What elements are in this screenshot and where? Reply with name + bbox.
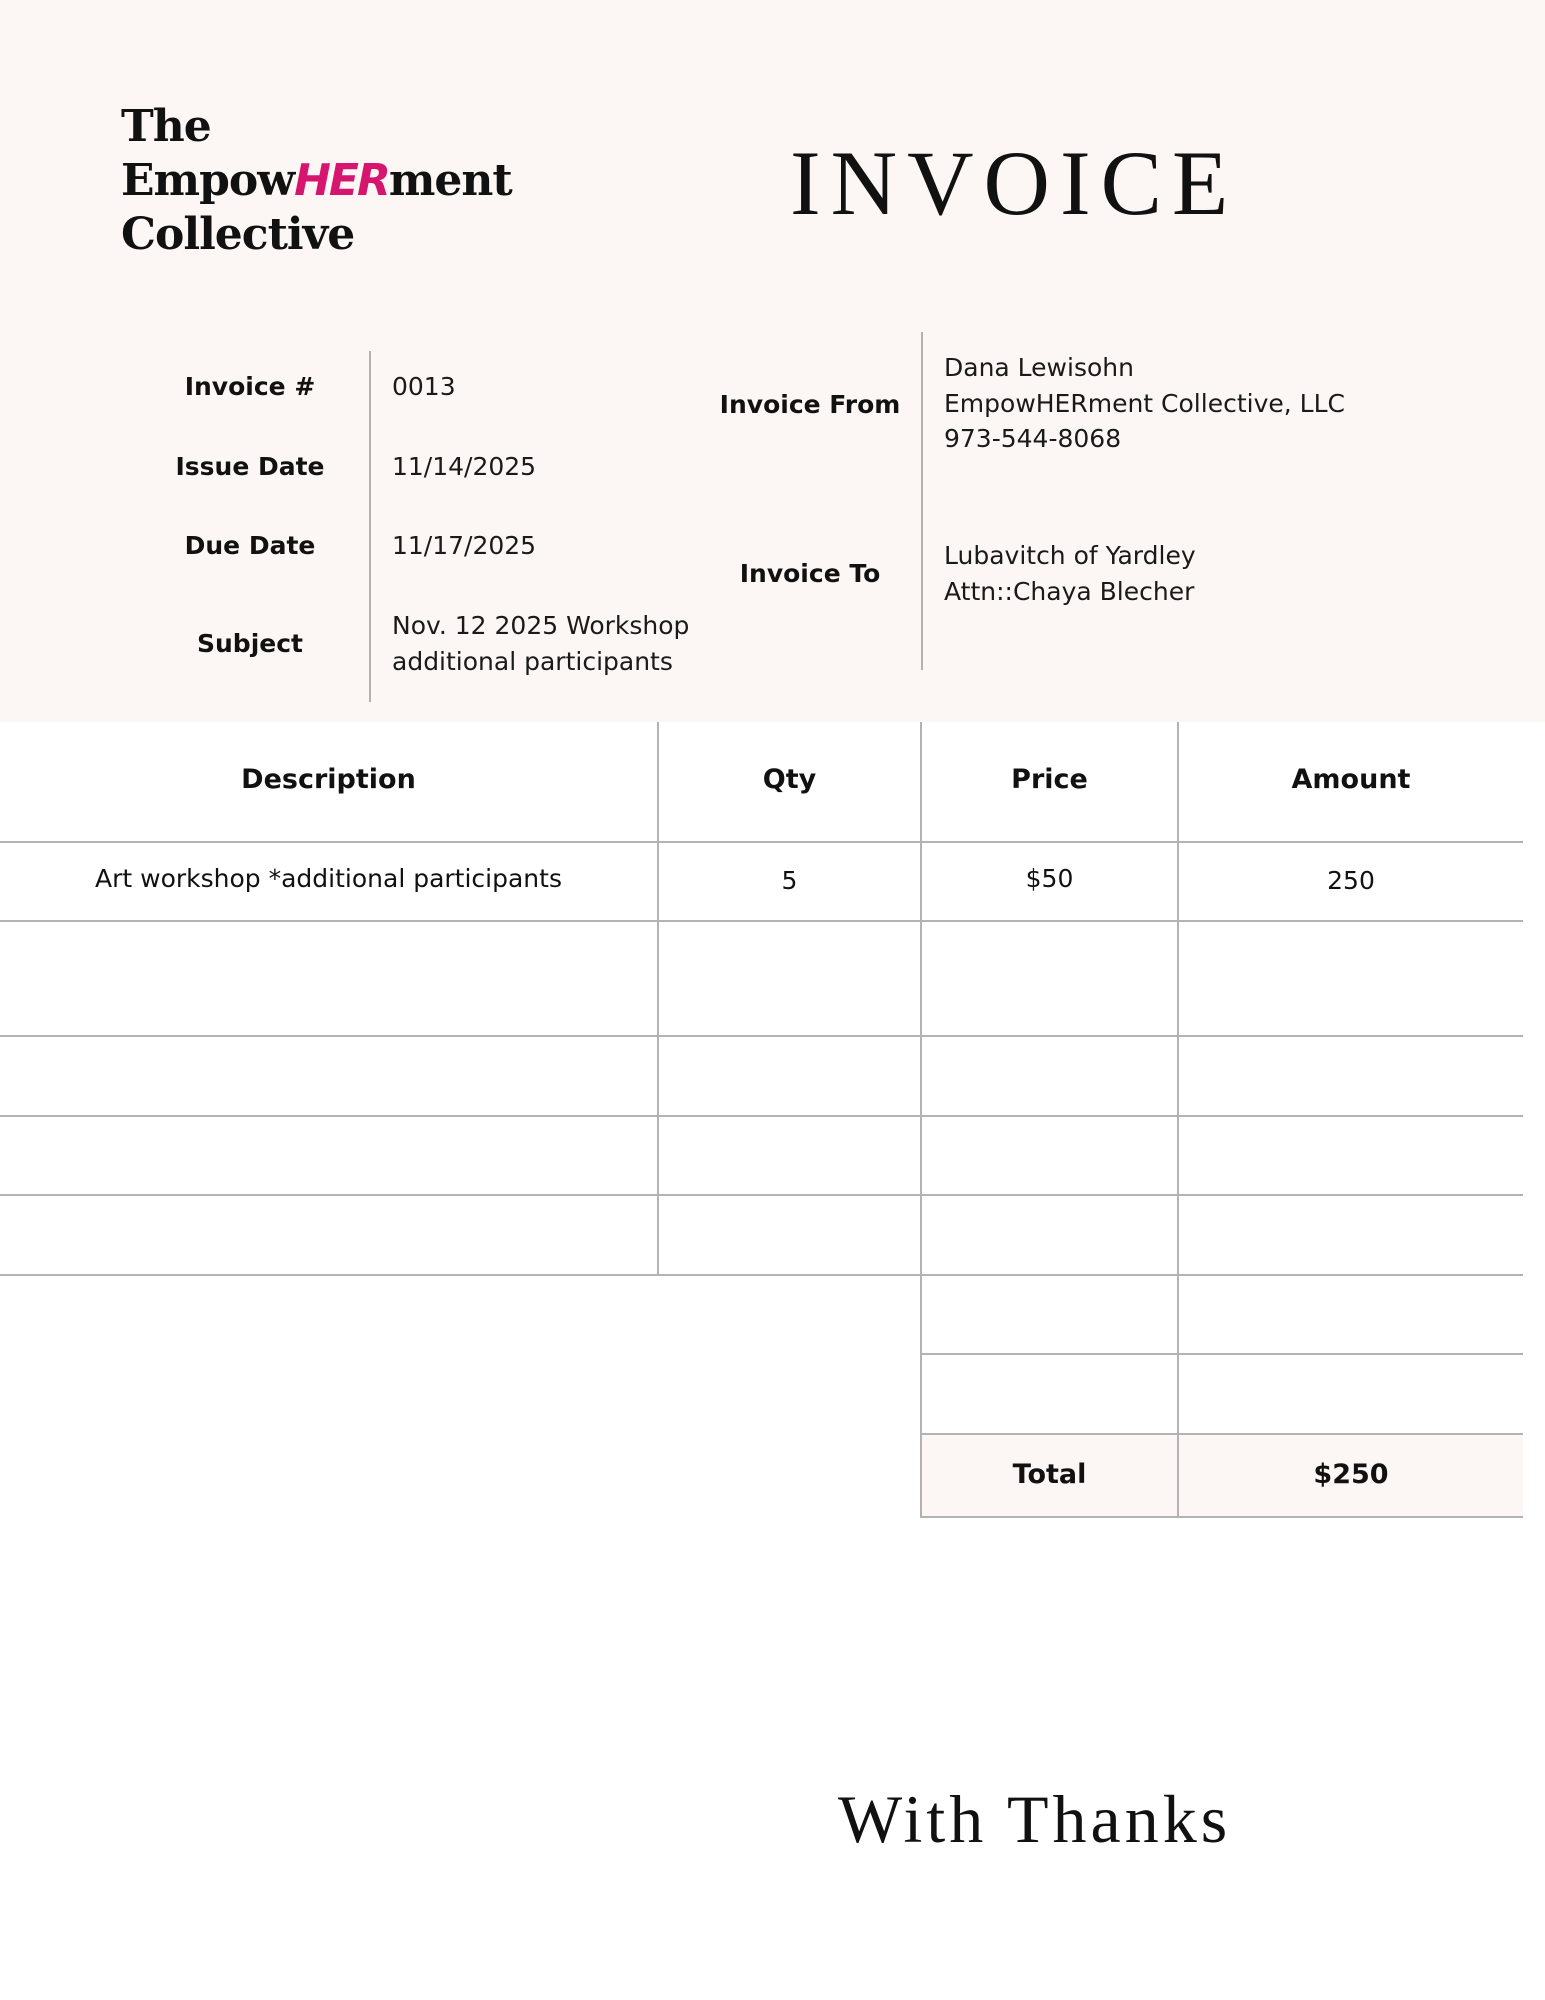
invoice-number-label: Invoice # <box>184 372 316 401</box>
table-rule <box>0 1115 1523 1117</box>
from-line-1: Dana Lewisohn <box>944 353 1134 382</box>
closing-text: With Thanks <box>838 1781 1232 1857</box>
table-rule <box>921 1353 1523 1355</box>
brand-logo <box>121 100 512 262</box>
logo-accent-word: HER <box>294 155 389 206</box>
issue-date-label: Issue Date <box>175 452 325 481</box>
invoice-number-value: 0013 <box>392 372 456 401</box>
column-header-description: Description <box>241 764 416 795</box>
subject-line-2: additional participants <box>392 647 673 676</box>
table-rule <box>0 1035 1523 1037</box>
subject-line-1: Nov. 12 2025 Workshop <box>392 611 690 640</box>
item-description: Art workshop *additional participants <box>95 864 562 893</box>
item-amount: 250 <box>1327 866 1375 895</box>
table-rule <box>0 841 1523 843</box>
table-column-divider <box>657 722 659 1275</box>
logo-line-2 <box>121 154 512 208</box>
due-date-label: Due Date <box>184 531 316 560</box>
table-column-divider <box>1177 722 1179 1518</box>
logo-word-start: Empow <box>121 155 295 206</box>
document-title: INVOICE <box>790 132 1239 234</box>
logo-word-end: ment <box>388 155 512 206</box>
column-header-qty: Qty <box>762 764 817 795</box>
table-rule <box>0 1194 1523 1196</box>
meta-divider-left <box>369 351 371 702</box>
item-price: $50 <box>1025 864 1074 893</box>
table-rule <box>921 1516 1523 1518</box>
total-label: Total <box>1012 1459 1087 1490</box>
invoice-to-label: Invoice To <box>739 559 881 588</box>
item-qty: 5 <box>781 866 798 895</box>
column-header-price: Price <box>1011 764 1088 795</box>
logo-line-3: Collective <box>121 209 355 260</box>
subject-label: Subject <box>197 629 303 658</box>
to-line-2: Attn::Chaya Blecher <box>944 577 1195 606</box>
table-rule <box>921 1433 1523 1435</box>
table-rule <box>0 920 1523 922</box>
logo-line-1: The <box>121 101 211 152</box>
from-line-2: EmpowHERment Collective, LLC <box>944 389 1345 418</box>
due-date-value: 11/17/2025 <box>392 531 537 560</box>
issue-date-value: 11/14/2025 <box>392 452 537 481</box>
to-line-1: Lubavitch of Yardley <box>944 541 1196 570</box>
total-value: $250 <box>1313 1459 1389 1490</box>
meta-divider-right <box>921 332 923 670</box>
invoice-from-label: Invoice From <box>719 390 901 419</box>
from-line-3: 973-544-8068 <box>944 424 1122 453</box>
column-header-amount: Amount <box>1291 764 1411 795</box>
table-rule <box>0 1274 1523 1276</box>
table-column-divider <box>920 722 922 1518</box>
